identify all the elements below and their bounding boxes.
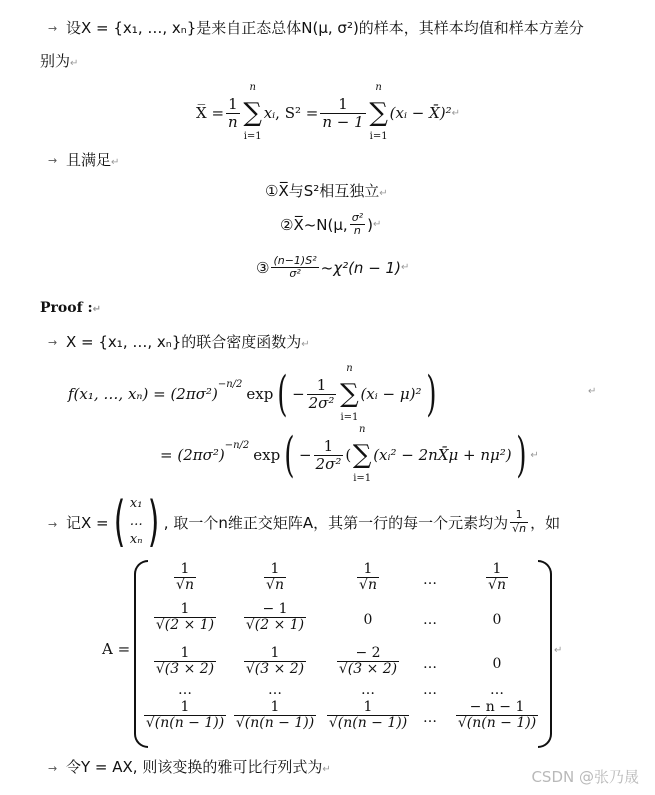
matrix-cell: $\frac{1}{√(n(n - 1))}$	[328, 699, 408, 732]
matrix-cell: $\frac{1}{√(3 \times 2)}$	[155, 645, 215, 678]
matrix-cell: $\frac{1}{√(n(n - 1))}$	[145, 699, 225, 732]
note-line: 记X = ( x₁ … xₙ ) , 取一个n维正交矩阵A，其第一行的每一个元素均为 $\frac{1}{√n}$ ，如	[66, 490, 561, 553]
bullet-arrow: →	[48, 518, 58, 531]
matrix-cell: $\frac{1}{√(3 \times 2)}$	[245, 645, 305, 678]
intro-text: 设X = {x₁, …, xₙ}是来自正态总体N(μ, σ²)的样本，其样本均值和样本方差分	[66, 19, 584, 37]
paragraph-mark: ↵	[70, 58, 79, 69]
matrix-cell: $\frac{1}{√n}$	[176, 561, 194, 594]
matrix-cell: $\frac{- 1}{√(2 \times 1)}$	[245, 601, 305, 634]
matrix-cell: $\frac{1}{√(2 \times 1)}$	[155, 601, 215, 634]
matrix-cell: …	[423, 710, 437, 726]
variance-term: (xᵢ − X̄)²	[389, 104, 452, 122]
matrix-cell: …	[423, 612, 437, 628]
watermark: CSDN @张乃晟	[531, 768, 639, 786]
mean-lhs: X̅ =	[196, 104, 225, 122]
bullet-arrow: →	[48, 762, 58, 775]
matrix-cell: 0	[492, 612, 502, 628]
mean-term: xᵢ	[263, 104, 276, 122]
matrix-cell: $\frac{1}{√n}$	[266, 561, 284, 594]
matrix-cell: …	[423, 682, 437, 698]
intro-text-2: 别为	[40, 52, 71, 70]
matrix-cell: $\frac{1}{√n}$	[488, 561, 506, 594]
matrix-cell: $\frac{- n - 1}{√(n(n - 1))}$	[457, 699, 537, 732]
matrix-cell: $\frac{- 2}{√(3 \times 2)}$	[338, 645, 398, 678]
property-3: ③ $\frac{\text{(n−1)S²}}{\text{σ²}}$ ~χ²(n − 1) ↵	[256, 254, 410, 281]
bullet-arrow: →	[48, 336, 58, 349]
bullet-arrow: →	[48, 22, 58, 35]
variance-lhs: , S² =	[275, 104, 319, 122]
matrix-cell: …	[423, 572, 437, 588]
final-line: 令Y = AX, 则该变换的雅可比行列式为↵	[66, 758, 331, 776]
mean-fraction: $\frac{1}{n}$	[228, 95, 238, 131]
matrix-cell: …	[268, 682, 282, 698]
matrix-cell: …	[361, 682, 375, 698]
density-line-1: f(x₁, …, xₙ) = (2πσ²) −n/2 exp ( − $\frac{1}{\text{2σ²}}$ n ∑ i=1 (xᵢ − μ)² )	[68, 363, 437, 423]
sum-symbol: n ∑ i=1	[243, 82, 262, 142]
matrix-cell: 0	[492, 656, 502, 672]
bullet-arrow: →	[48, 154, 58, 167]
matrix-cell: 0	[363, 612, 373, 628]
mean-variance-formula: X̅ = $\frac{1}{n}$ n ∑ i=1 xᵢ , S² = $\frac{1}{n - 1}$ n ∑ i=1 (xᵢ − X̄)² ↵	[196, 82, 461, 142]
intro-line-1	[66, 17, 584, 38]
matrix-cell: $\frac{1}{√(n(n - 1))}$	[235, 699, 315, 732]
sum-symbol-2: n ∑ i=1	[369, 82, 388, 142]
satisfy-line: 且满足↵	[66, 151, 120, 169]
proof-label: Proof :↵	[40, 300, 102, 316]
matrix-label: A =	[102, 640, 131, 658]
joint-density-line: X = {x₁, …, xₙ}的联合密度函数为↵	[66, 333, 310, 351]
matrix-cell: …	[178, 682, 192, 698]
matrix-cell: $\frac{1}{√n}$	[359, 561, 377, 594]
property-2: ②X̅~N(μ, $\frac{\text{σ²}}{n}$ ) ↵	[280, 211, 382, 238]
matrix-cell: …	[423, 656, 437, 672]
variance-fraction: $\frac{1}{n - 1}$	[322, 95, 364, 131]
intro-line-2	[40, 50, 78, 71]
property-1: ①X̅与S²相互独立↵	[265, 182, 388, 200]
matrix-cell: …	[490, 682, 504, 698]
density-line-2: = (2πσ²) −n/2 exp ( − $\frac{1}{\text{2σ²}}$ ( n ∑ i=1 (xᵢ² − 2nX̄μ + nμ²) ) ↵	[160, 424, 539, 484]
column-vector: x₁ … xₙ	[129, 496, 143, 547]
satisfy-text: 且满足	[66, 151, 112, 169]
